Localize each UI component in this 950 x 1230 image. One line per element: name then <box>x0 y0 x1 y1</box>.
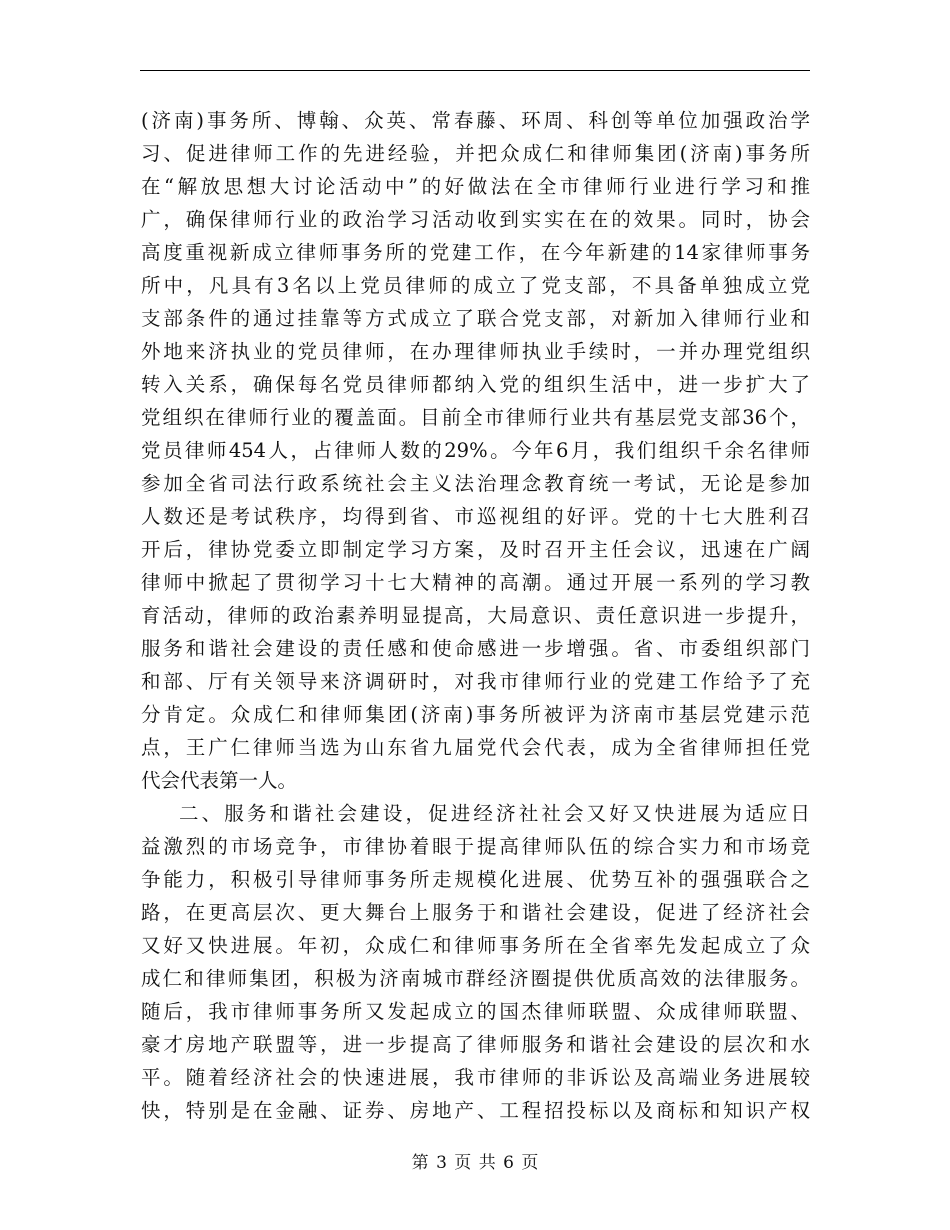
text-line: 开后，律协党委立即制定学习方案，及时召开主任会议，迅速在广阔 <box>141 538 810 561</box>
section-heading-line: 二、服务和谐社会建设，促进经济社社会又好又快进展为适应日 <box>179 802 810 825</box>
text-line: (济南)事务所、博翰、众英、常春藤、环周、科创等单位加强政治学 <box>141 109 810 132</box>
text-line: 又好又快进展。年初，众成仁和律师事务所在全省率先发起成立了众 <box>141 934 810 957</box>
text-line: 代会代表第一人。 <box>141 769 298 792</box>
text-line: 外地来济执业的党员律师，在办理律师执业手续时，一并办理党组织 <box>141 340 810 363</box>
body-text <box>141 104 821 1127</box>
text-line: 争能力，积极引导律师事务所走规模化进展、优势互补的强强联合之 <box>141 868 810 891</box>
text-line: 育活动，律师的政治素养明显提高，大局意识、责任意识进一步提升， <box>141 604 810 627</box>
text-line: 律师中掀起了贯彻学习十七大精神的高潮。通过开展一系列的学习教 <box>141 571 810 594</box>
text-line: 在“解放思想大讨论活动中”的好做法在全市律师行业进行学习和推 <box>141 175 810 198</box>
text-line: 路，在更高层次、更大舞台上服务于和谐社会建设，促进了经济社会 <box>141 901 810 924</box>
text-line: 党组织在律师行业的覆盖面。目前全市律师行业共有基层党支部36个， <box>141 406 810 429</box>
text-line: 点，王广仁律师当选为山东省九届党代会代表，成为全省律师担任党 <box>141 736 810 759</box>
header-rule <box>140 70 810 71</box>
text-line: 人数还是考试秩序，均得到省、市巡视组的好评。党的十七大胜利召 <box>141 505 810 528</box>
text-line: 分肯定。众成仁和律师集团(济南)事务所被评为济南市基层党建示范 <box>141 703 810 726</box>
text-line: 习、促进律师工作的先进经验，并把众成仁和律师集团(济南)事务所 <box>141 142 810 165</box>
text-line: 成仁和律师集团，积极为济南城市群经济圈提供优质高效的法律服务。 <box>141 967 810 990</box>
text-line: 高度重视新成立律师事务所的党建工作，在今年新建的14家律师事务 <box>141 241 810 264</box>
text-line: 支部条件的通过挂靠等方式成立了联合党支部，对新加入律师行业和 <box>141 307 810 330</box>
page-number: 第 3 页 共 6 页 <box>411 1153 539 1173</box>
text-line: 党员律师454人，占律师人数的29%。今年6月，我们组织千余名律师 <box>141 439 810 462</box>
text-line: 所中，凡具有3名以上党员律师的成立了党支部，不具备单独成立党 <box>141 274 810 297</box>
text-line: 快，特别是在金融、证券、房地产、工程招投标以及商标和知识产权 <box>141 1099 810 1122</box>
text-line: 益激烈的市场竞争，市律协着眼于提高律师队伍的综合实力和市场竞 <box>141 835 810 858</box>
text-line: 平。随着经济社会的快速进展，我市律师的非诉讼及高端业务进展较 <box>141 1066 810 1089</box>
text-line: 参加全省司法行政系统社会主义法治理念教育统一考试，无论是参加 <box>141 472 810 495</box>
text-line: 随后，我市律师事务所又发起成立的国杰律师联盟、众成律师联盟、 <box>141 1000 810 1023</box>
text-line: 广，确保律师行业的政治学习活动收到实实在在的效果。同时，协会 <box>141 208 810 231</box>
text-line: 转入关系，确保每名党员律师都纳入党的组织生活中，进一步扩大了 <box>141 373 810 396</box>
text-line: 和部、厅有关领导来济调研时，对我市律师行业的党建工作给予了充 <box>141 670 810 693</box>
text-line: 豪才房地产联盟等，进一步提高了律师服务和谐社会建设的层次和水 <box>141 1033 810 1056</box>
text-line: 服务和谐社会建设的责任感和使命感进一步增强。省、市委组织部门 <box>141 637 810 660</box>
